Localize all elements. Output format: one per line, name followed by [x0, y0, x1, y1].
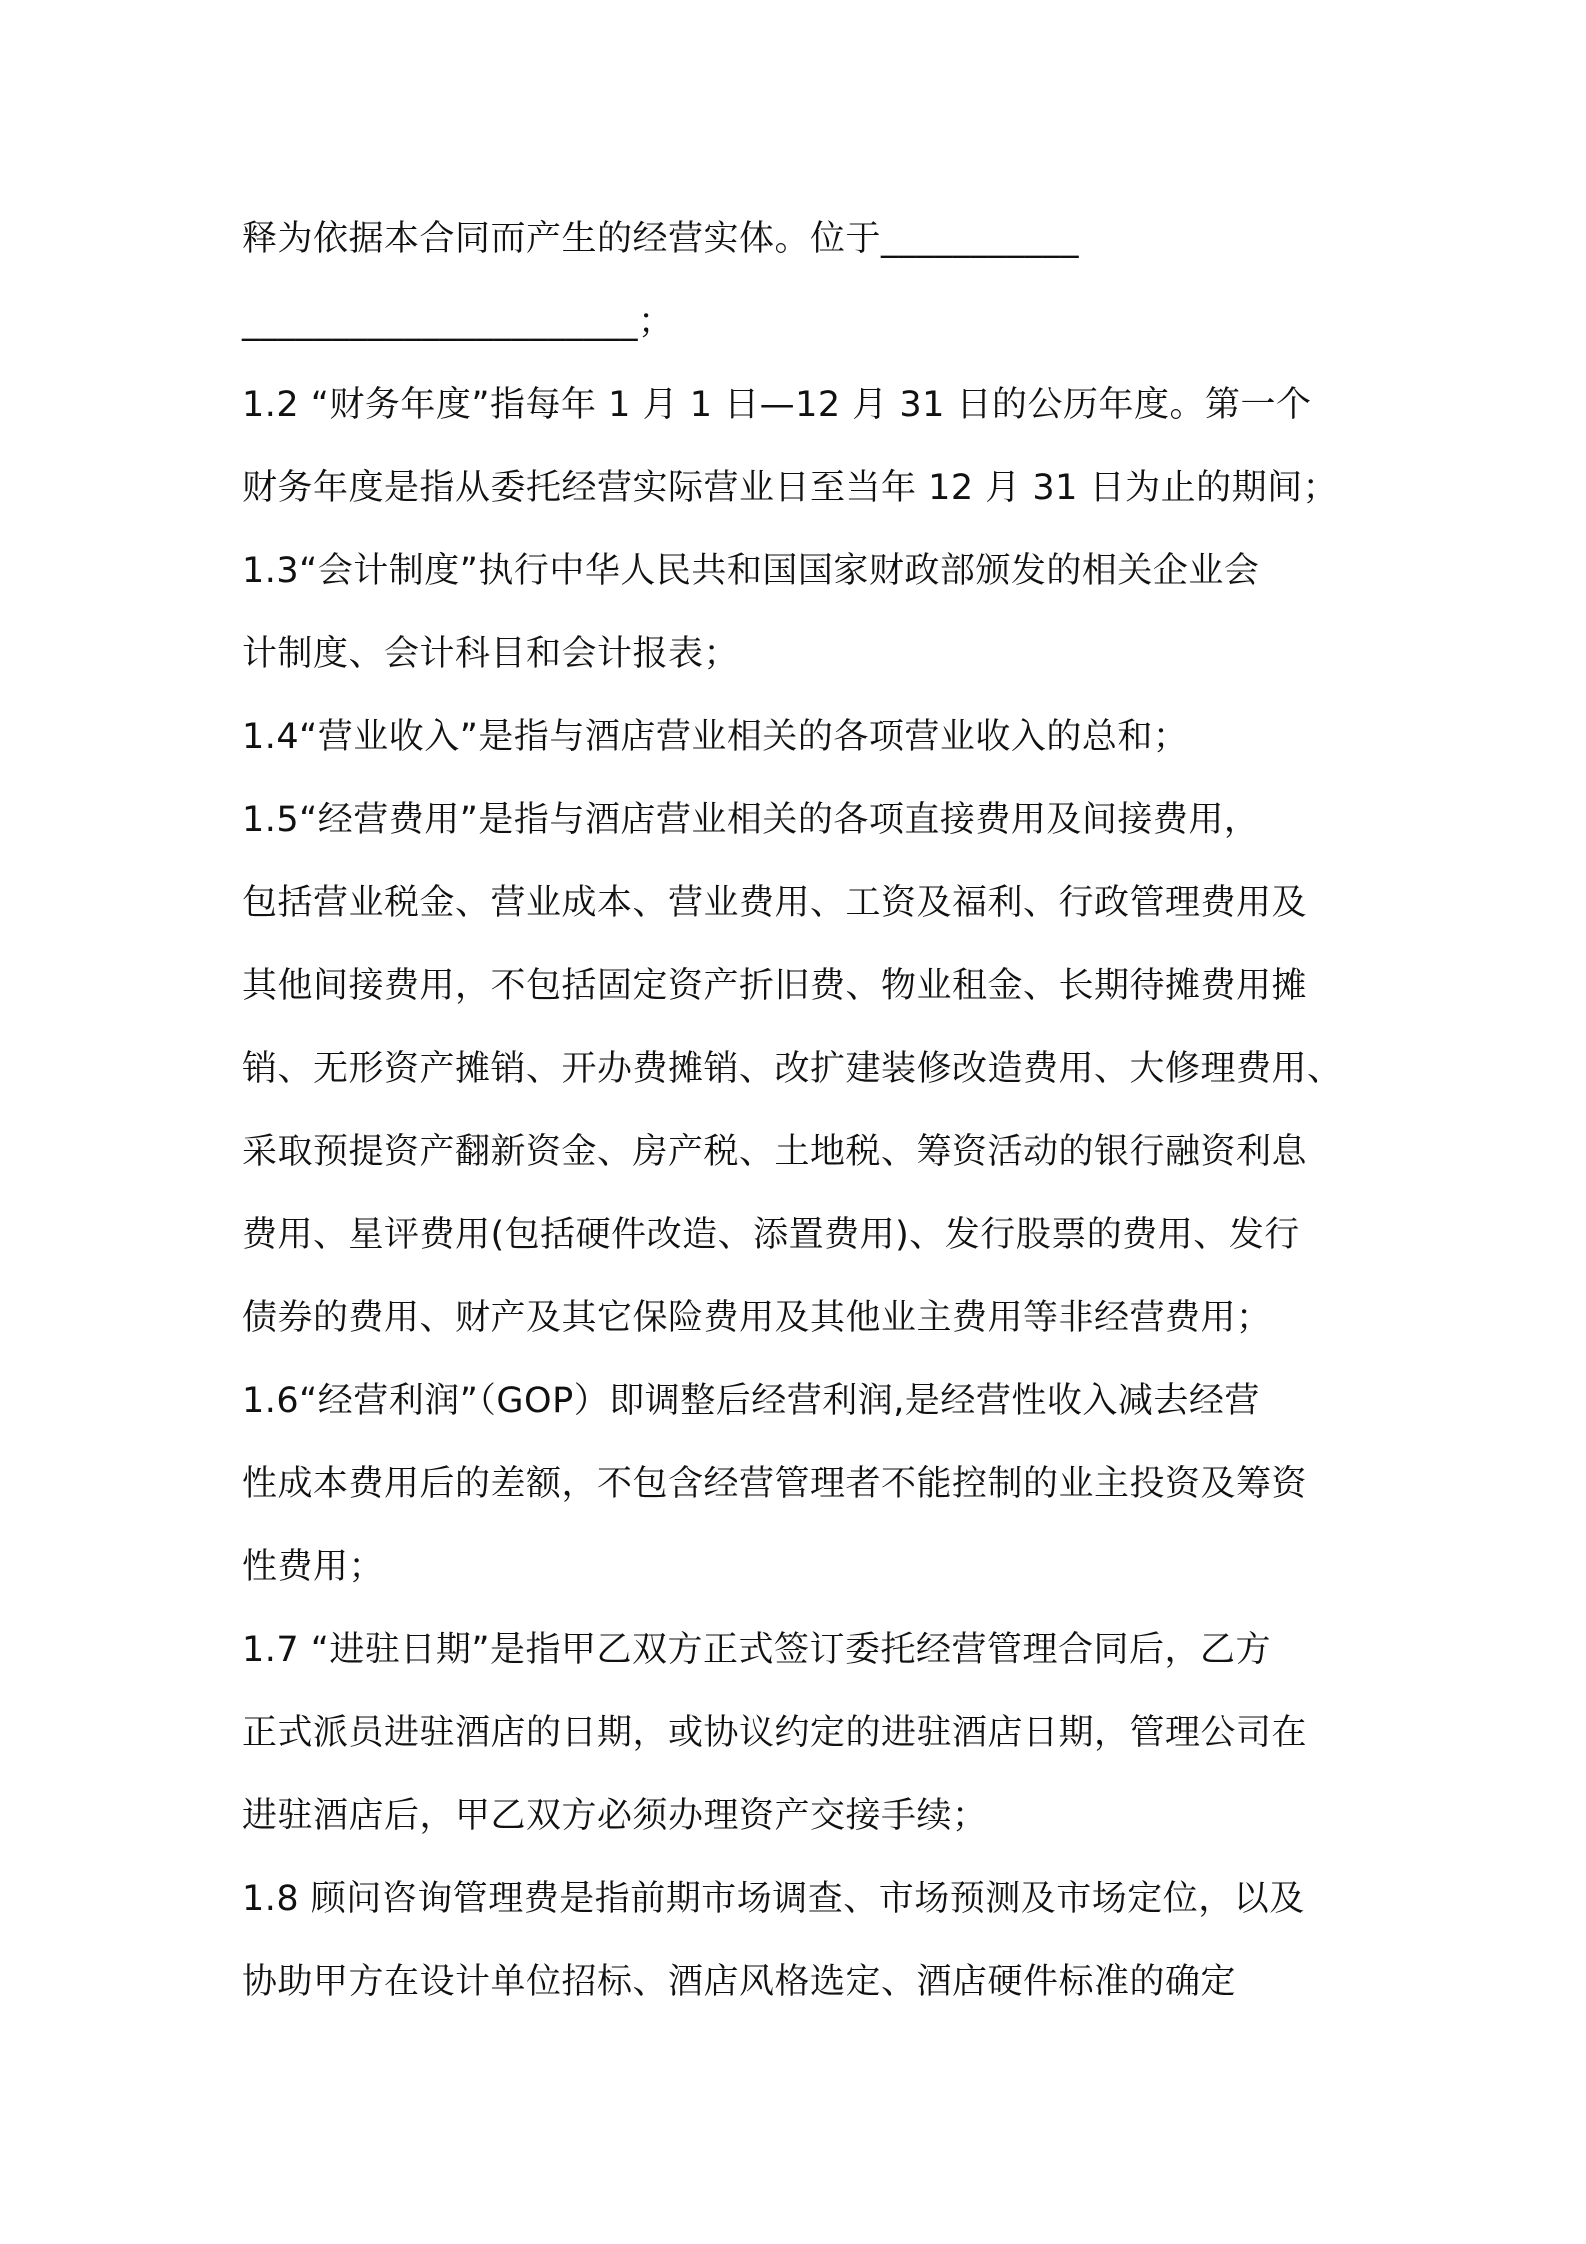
- text-line: 1.4“营业收入”是指与酒店营业相关的各项营业收入的总和；: [242, 717, 1189, 757]
- contract-text-body: [242, 198, 1362, 2024]
- text-line: 包括营业税金、营业成本、营业费用、工资及福利、行政管理费用及: [242, 883, 1308, 923]
- text-line: 采取预提资产翻新资金、房产税、土地税、筹资活动的银行融资利息: [242, 1132, 1308, 1172]
- text-line: 1.6“经营利润”（GOP）即调整后经营利润,是经营性收入减去经营: [242, 1381, 1260, 1421]
- text-line: 性费用；: [242, 1547, 385, 1587]
- text-line: 进驻酒店后，甲乙双方必须办理资产交接手续；: [242, 1796, 988, 1836]
- text-line: 1.8 顾问咨询管理费是指前期市场调查、市场预测及市场定位，以及: [242, 1879, 1305, 1919]
- text-line: 1.5“经营费用”是指与酒店营业相关的各项直接费用及间接费用，: [242, 800, 1260, 840]
- text-line: 性成本费用后的差额，不包含经营管理者不能控制的业主投资及筹资: [242, 1464, 1308, 1504]
- text-line: 释为依据本合同而产生的经营实体。位于___________: [242, 219, 1080, 259]
- text-line: ______________________；: [242, 302, 674, 342]
- text-line: 1.2 “财务年度”指每年 1 月 1 日—12 月 31 日的公历年度。第一个: [242, 385, 1312, 425]
- text-line: 协助甲方在设计单位招标、酒店风格选定、酒店硬件标准的确定: [242, 1962, 1237, 2002]
- text-line: 其他间接费用，不包括固定资产折旧费、物业租金、长期待摊费用摊: [242, 966, 1308, 1006]
- text-line: 1.7 “进驻日期”是指甲乙双方正式签订委托经营管理合同后，乙方: [242, 1630, 1272, 1670]
- text-line: 债券的费用、财产及其它保险费用及其他业主费用等非经营费用；: [242, 1298, 1272, 1338]
- text-line: 销、无形资产摊销、开办费摊销、改扩建装修改造费用、大修理费用、: [242, 1049, 1343, 1089]
- text-line: 1.3“会计制度”执行中华人民共和国国家财政部颁发的相关企业会: [242, 551, 1260, 591]
- text-line: 计制度、会计科目和会计报表；: [242, 634, 740, 674]
- text-line: 正式派员进驻酒店的日期，或协议约定的进驻酒店日期，管理公司在: [242, 1713, 1308, 1753]
- text-line: 财务年度是指从委托经营实际营业日至当年 12 月 31 日为止的期间；: [242, 468, 1339, 508]
- text-line: 费用、星评费用(包括硬件改造、添置费用)、发行股票的费用、发行: [242, 1215, 1300, 1255]
